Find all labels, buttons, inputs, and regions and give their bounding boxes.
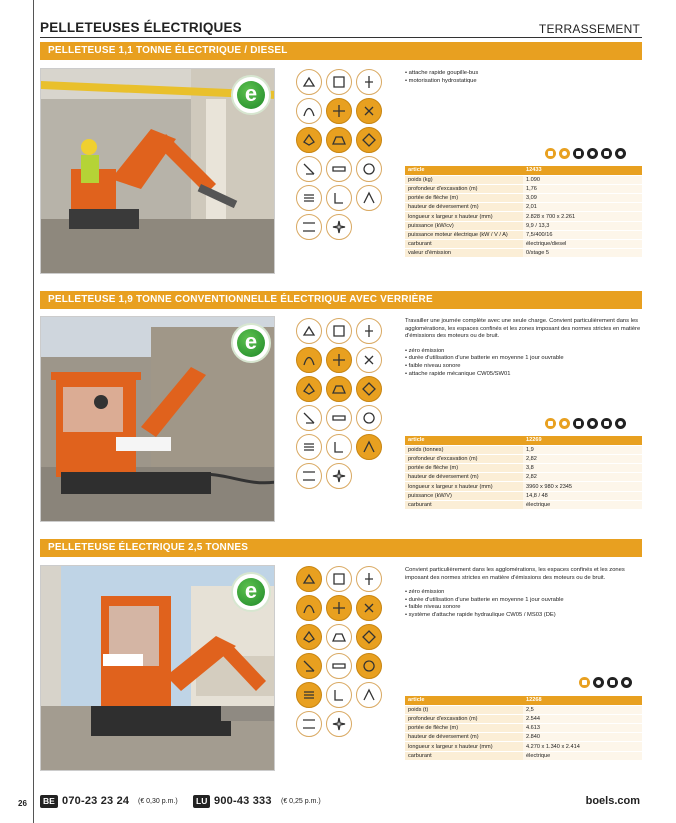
spec-value: 1,76	[523, 184, 642, 193]
attachment-tool-icon	[296, 682, 322, 708]
description-intro: Convient particulièrement dans les agglomérations, les espaces confinés et les zones imposant des normes strictes en matière d'émissions des moteurs ou de bruit.	[405, 567, 625, 581]
spec-label: article	[405, 166, 523, 175]
attachment-tool-icon	[326, 711, 352, 737]
spec-table-2	[405, 436, 642, 510]
section-header-2: PELLETEUSE 1,9 TONNE CONVENTIONNELLE ÉLECTRIQUE AVEC VERRIÈRE	[40, 291, 642, 309]
page-margin-line	[33, 0, 34, 823]
attachment-tool-icon	[326, 347, 352, 373]
digger-icon	[601, 418, 612, 429]
attachment-tool-icon	[326, 214, 352, 240]
attachment-grid-1	[296, 69, 386, 240]
spec-label: poids (tonnes)	[405, 445, 523, 454]
website-link[interactable]: boels.com	[585, 795, 640, 807]
spec-row	[405, 742, 642, 751]
attachment-tool-icon	[326, 156, 352, 182]
spec-row	[405, 240, 642, 249]
attachment-tool-icon	[326, 405, 352, 431]
spec-label: valeur d'émission	[405, 249, 523, 258]
attachment-tool-icon	[356, 653, 382, 679]
attachment-tool-icon	[296, 624, 322, 650]
description-3	[405, 567, 642, 620]
spec-label: puissance (kW/cv)	[405, 221, 523, 230]
attachment-tool-icon	[326, 566, 352, 592]
eco-badge-2: e	[231, 323, 271, 363]
spec-row	[405, 714, 642, 723]
hammer-icon	[573, 148, 584, 159]
feature-bullet: • faible niveau sonore	[405, 604, 642, 612]
spec-label: poids (kg)	[405, 175, 523, 184]
spec-row	[405, 705, 642, 714]
spec-header-row	[405, 166, 642, 175]
spec-value: 2.544	[523, 714, 642, 723]
page-number: 26	[18, 799, 27, 808]
section-header-3: PELLETEUSE ÉLECTRIQUE 2,5 TONNES	[40, 539, 642, 557]
attachment-tool-icon	[296, 214, 322, 240]
attachment-tool-icon	[326, 624, 352, 650]
spec-label: portée de flèche (m)	[405, 464, 523, 473]
description-2	[405, 318, 642, 378]
spec-row	[405, 724, 642, 733]
attachment-tool-icon	[326, 127, 352, 153]
description-intro: Travailler une journée complète avec une seule charge. Convient particulièrement dans les agglomérations, les espaces confinés et les zones imposant des normes strictes en matière d'émissions des moteurs ou de bruit.	[405, 318, 641, 340]
cost-be: (€ 0,30 p.m.)	[138, 798, 178, 805]
attachment-tool-icon	[296, 318, 322, 344]
attachment-tool-icon	[296, 69, 322, 95]
spec-row	[405, 454, 642, 463]
wave-icon	[615, 418, 626, 429]
attachment-tool-icon	[326, 69, 352, 95]
country-badge-lu: LU	[193, 795, 210, 808]
spec-label: carburant	[405, 240, 523, 249]
attachment-tool-icon	[296, 463, 322, 489]
spec-row	[405, 194, 642, 203]
spec-header-row	[405, 696, 642, 705]
attachment-tool-icon	[356, 376, 382, 402]
attachment-tool-icon	[296, 98, 322, 124]
feature-bullet: • attache rapide mécanique CW05/SW01	[405, 371, 642, 379]
spec-label: longueur x largeur x hauteur (mm)	[405, 482, 523, 491]
spec-label: article	[405, 696, 523, 705]
page-footer	[0, 794, 676, 814]
spec-row	[405, 212, 642, 221]
spec-row	[405, 203, 642, 212]
phone-lu[interactable]: 900-43 333	[214, 795, 272, 807]
spec-value: 2,5	[523, 705, 642, 714]
section-header-1: PELLETEUSE 1,1 TONNE ÉLECTRIQUE / DIESEL	[40, 42, 642, 60]
spec-row	[405, 500, 642, 509]
feature-bullet: • durée d'utilisation d'une batterie en moyenne 1 jour ouvrable	[405, 355, 642, 363]
country-badge-be: BE	[40, 795, 58, 808]
attachment-tool-icon	[326, 185, 352, 211]
feature-bullet: • attache rapide goupille-bus	[405, 70, 642, 78]
attachment-grid-3	[296, 566, 386, 737]
spec-row	[405, 482, 642, 491]
spec-value: 3,8	[523, 464, 642, 473]
product-photo-3	[40, 565, 275, 771]
spec-label: carburant	[405, 751, 523, 760]
eco-badge-1: e	[231, 75, 271, 115]
description-1	[405, 70, 642, 85]
product-photo-2	[40, 316, 275, 522]
feature-bullet: • motorisation hydrostatique	[405, 78, 642, 86]
spec-value: 0/stage 5	[523, 249, 642, 258]
sand-icon	[579, 677, 590, 688]
attachment-tool-icon	[356, 595, 382, 621]
attachment-tool-icon	[296, 711, 322, 737]
light-icon	[545, 418, 556, 429]
spec-label: hauteur de déversement (m)	[405, 203, 523, 212]
attachment-tool-icon	[296, 595, 322, 621]
digger-icon	[607, 677, 618, 688]
feature-bullet: • zéro émission	[405, 589, 642, 597]
attachment-tool-icon	[326, 595, 352, 621]
spec-header-row	[405, 436, 642, 445]
use-icons-2	[545, 418, 626, 429]
spec-value: 4.613	[523, 724, 642, 733]
attachment-grid-2	[296, 318, 386, 489]
attachment-tool-icon	[296, 566, 322, 592]
spec-value: 1.090	[523, 175, 642, 184]
spec-value: 3960 x 980 x 2345	[523, 482, 642, 491]
page-title: PELLETEUSES ÉLECTRIQUES	[40, 20, 242, 35]
spec-value: 2,01	[523, 203, 642, 212]
spec-label: portée de flèche (m)	[405, 194, 523, 203]
attachment-tool-icon	[356, 69, 382, 95]
use-icons-3	[579, 677, 632, 688]
spec-label: carburant	[405, 500, 523, 509]
spec-value: 2,82	[523, 473, 642, 482]
use-icons-1	[545, 148, 626, 159]
attachment-tool-icon	[356, 434, 382, 460]
spec-value: 3,09	[523, 194, 642, 203]
hammer-icon	[593, 677, 604, 688]
eco-badge-3: e	[231, 572, 271, 612]
spec-label: portée de flèche (m)	[405, 724, 523, 733]
attachment-tool-icon	[326, 98, 352, 124]
spec-label: profondeur d'excavation (m)	[405, 184, 523, 193]
spec-value: 2,82	[523, 454, 642, 463]
spec-value: 7,5/400/16	[523, 230, 642, 239]
attachment-tool-icon	[296, 405, 322, 431]
spec-row	[405, 249, 642, 258]
spec-value: 9,9 / 13,3	[523, 221, 642, 230]
spec-label: hauteur de déversement (m)	[405, 733, 523, 742]
spec-value: 12268	[523, 696, 642, 705]
feature-bullet: • zéro émission	[405, 348, 642, 356]
spec-value: 4.270 x 1.340 x 2.414	[523, 742, 642, 751]
spec-row	[405, 175, 642, 184]
wave-icon	[615, 148, 626, 159]
spec-value: électrique	[523, 500, 642, 509]
spec-row	[405, 733, 642, 742]
spec-value: 12433	[523, 166, 642, 175]
spec-value: électrique	[523, 751, 642, 760]
spec-label: poids (t)	[405, 705, 523, 714]
cost-lu: (€ 0,25 p.m.)	[281, 798, 321, 805]
feature-bullet: • système d'attache rapide hydraulique CW05 / MS03 (DE)	[405, 612, 642, 620]
spec-value: 2.828 x 700 x 2.261	[523, 212, 642, 221]
spec-row	[405, 464, 642, 473]
attachment-tool-icon	[356, 156, 382, 182]
spec-label: profondeur d'excavation (m)	[405, 714, 523, 723]
spec-label: profondeur d'excavation (m)	[405, 454, 523, 463]
attachment-tool-icon	[356, 566, 382, 592]
spec-value: 1,9	[523, 445, 642, 454]
truck-icon	[587, 148, 598, 159]
attachment-tool-icon	[356, 405, 382, 431]
spec-row	[405, 751, 642, 760]
spec-row	[405, 230, 642, 239]
spec-row	[405, 445, 642, 454]
spec-label: longueur x largeur x hauteur (mm)	[405, 212, 523, 221]
attachment-tool-icon	[326, 376, 352, 402]
spec-value: 14,8 / 48	[523, 491, 642, 500]
spec-row	[405, 491, 642, 500]
spec-row	[405, 184, 642, 193]
spec-row	[405, 221, 642, 230]
phone-be[interactable]: 070-23 23 24	[62, 795, 130, 807]
title-rule	[40, 37, 642, 38]
attachment-tool-icon	[296, 156, 322, 182]
truck-icon	[621, 677, 632, 688]
spec-table-1	[405, 166, 642, 258]
attachment-tool-icon	[296, 127, 322, 153]
attachment-tool-icon	[356, 318, 382, 344]
spec-value: 12269	[523, 436, 642, 445]
product-photo-1	[40, 68, 275, 274]
attachment-tool-icon	[356, 127, 382, 153]
attachment-tool-icon	[296, 653, 322, 679]
spec-label: longueur x largeur x hauteur (mm)	[405, 742, 523, 751]
attachment-tool-icon	[326, 653, 352, 679]
sand-icon	[559, 418, 570, 429]
attachment-tool-icon	[356, 624, 382, 650]
spec-value: 2.840	[523, 733, 642, 742]
feature-bullet: • durée d'utilisation d'une batterie en moyenne 1 jour ouvrable	[405, 597, 642, 605]
attachment-tool-icon	[326, 682, 352, 708]
spec-label: hauteur de déversement (m)	[405, 473, 523, 482]
attachment-tool-icon	[356, 98, 382, 124]
spec-table-3	[405, 696, 642, 761]
attachment-tool-icon	[296, 376, 322, 402]
spec-label: puissance moteur électrique (kW / V / A)	[405, 230, 523, 239]
spec-row	[405, 473, 642, 482]
attachment-tool-icon	[326, 434, 352, 460]
spec-value: électrique/diesel	[523, 240, 642, 249]
sand-icon	[559, 148, 570, 159]
hammer-icon	[573, 418, 584, 429]
attachment-tool-icon	[356, 682, 382, 708]
digger-icon	[601, 148, 612, 159]
attachment-tool-icon	[356, 185, 382, 211]
attachment-tool-icon	[296, 185, 322, 211]
attachment-tool-icon	[296, 347, 322, 373]
truck-icon	[587, 418, 598, 429]
light-icon	[545, 148, 556, 159]
attachment-tool-icon	[296, 434, 322, 460]
feature-bullet: • faible niveau sonore	[405, 363, 642, 371]
attachment-tool-icon	[326, 318, 352, 344]
page-category: TERRASSEMENT	[538, 22, 640, 36]
spec-label: puissance (kW/V)	[405, 491, 523, 500]
attachment-tool-icon	[326, 463, 352, 489]
spec-label: article	[405, 436, 523, 445]
attachment-tool-icon	[356, 347, 382, 373]
